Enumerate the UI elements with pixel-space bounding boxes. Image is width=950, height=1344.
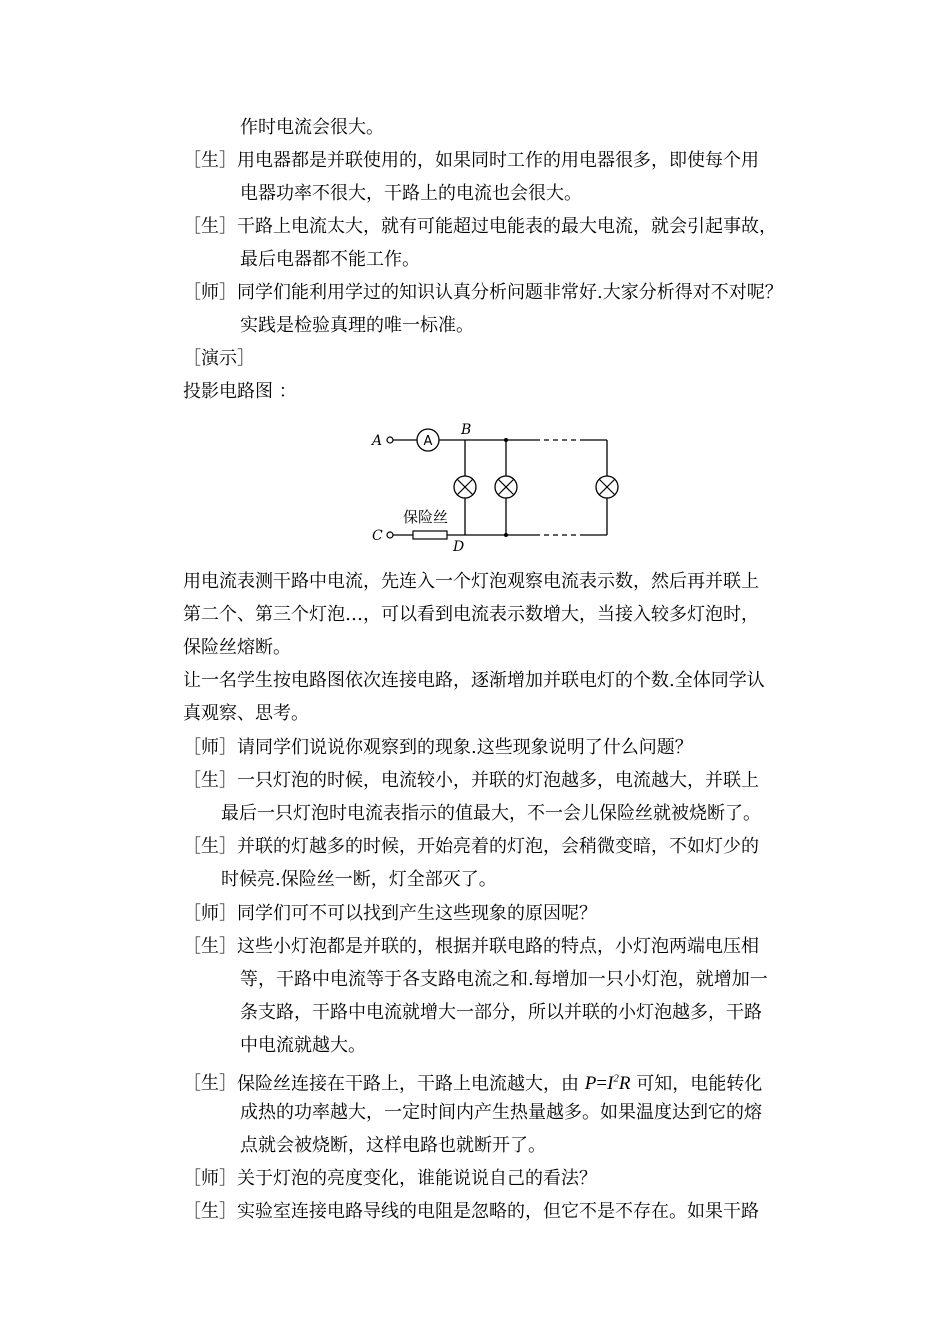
speaker-tag: ［师］ (183, 903, 237, 924)
formula: $P=I^2R$ (584, 1073, 631, 1095)
text-line: 点就会被烧断，这样电路也就断开了。 (240, 1135, 546, 1156)
text-line: 中电流就越大。 (240, 1035, 366, 1056)
text-line: 实践是检验真理的唯一标准。 (240, 315, 474, 336)
text-line: 成热的功率越大，一定时间内产生热量越多。如果温度达到它的熔 (240, 1102, 762, 1123)
section-heading: ［演示］ (183, 348, 255, 369)
speaker-tag: ［生］ (183, 216, 237, 237)
fuse-label: 保险丝 (403, 508, 449, 526)
dialogue-line: ［生］并联的灯越多的时候，开始亮着的灯泡，会稍微变暗，不如灯少的 (183, 836, 759, 857)
dialogue-line: ［生］一只灯泡的时候，电流较小，并联的灯泡越多，电流越大，并联上 (183, 770, 759, 791)
text-line: 电器功率不很大，干路上的电流也会很大。 (240, 183, 582, 204)
dialogue-line: ［师］关于灯泡的亮度变化，谁能说说自己的看法？ (183, 1168, 597, 1189)
text-line: 让一名学生按电路图依次连接电路，逐渐增加并联电灯的个数.全体同学认 (183, 670, 765, 691)
text-line: 时候亮.保险丝一断，灯全部灭了。 (221, 869, 497, 890)
label-c: C (372, 528, 383, 544)
text-line: 最后电器都不能工作。 (240, 249, 420, 270)
label-d: D (453, 539, 465, 553)
text-line: 作时电流会很大。 (240, 117, 384, 138)
terminal-c (387, 532, 393, 538)
speaker-tag: ［师］ (183, 1168, 237, 1189)
dialogue-line: ［师］同学们可不可以找到产生这些现象的原因呢？ (183, 903, 597, 924)
text-line: 真观察、思考。 (183, 703, 309, 724)
dialogue-line: ［师］同学们能利用学过的知识认真分析问题非常好.大家分析得对不对呢？ (183, 282, 783, 303)
circuit-diagram (365, 418, 625, 553)
speaker-tag: ［师］ (183, 737, 237, 758)
speaker-tag: ［生］ (183, 150, 237, 171)
speaker-tag: ［生］ (183, 770, 237, 791)
text-line: 投影电路图 ： (183, 381, 297, 402)
dialogue-line: ［生］用电器都是并联使用的，如果同时工作的用电器很多，即使每个用 (183, 150, 759, 171)
speaker-tag: ［生］ (183, 1073, 237, 1095)
speaker-tag: ［生］ (183, 836, 237, 857)
speaker-tag: ［生］ (183, 936, 237, 957)
terminal-a (387, 437, 393, 443)
speaker-tag: ［生］ (183, 1201, 237, 1222)
text-line: 条支路，干路中电流就增大一部分，所以并联的小灯泡越多，干路 (240, 1002, 762, 1023)
fuse-symbol (413, 531, 447, 539)
text-line: 最后一只灯泡时电流表指示的值最大，不一会儿保险丝就被烧断了。 (221, 803, 761, 824)
dialogue-line: ［生］干路上电流太大，就有可能超过电能表的最大电流，就会引起事故， (183, 216, 777, 237)
label-a: A (372, 433, 383, 449)
text-line: 等，干路中电流等于各支路电流之和.每增加一只小灯泡，就增加一 (240, 969, 768, 990)
dialogue-line: ［生］保险丝连接在干路上，干路上电流越大，由 $P=I^2R$ 可知，电能转化 (183, 1073, 763, 1095)
dialogue-line: ［生］实验室连接电路导线的电阻是忽略的，但它不是不存在。如果干路 (183, 1201, 759, 1222)
label-b: B (461, 422, 472, 438)
text-line: 第二个、第三个灯泡…，可以看到电流表示数增大，当接入较多灯泡时， (183, 604, 759, 625)
ammeter-label: A (423, 434, 433, 449)
speaker-tag: ［师］ (183, 282, 237, 303)
dialogue-line: ［师］请同学们说说你观察到的现象.这些现象说明了什么问题？ (183, 737, 693, 758)
text-line: 用电流表测干路中电流，先连入一个灯泡观察电流表示数，然后再并联上 (183, 571, 759, 592)
text-line: 保险丝熔断。 (183, 637, 291, 658)
dialogue-line: ［生］这些小灯泡都是并联的，根据并联电路的特点，小灯泡两端电压相 (183, 936, 759, 957)
